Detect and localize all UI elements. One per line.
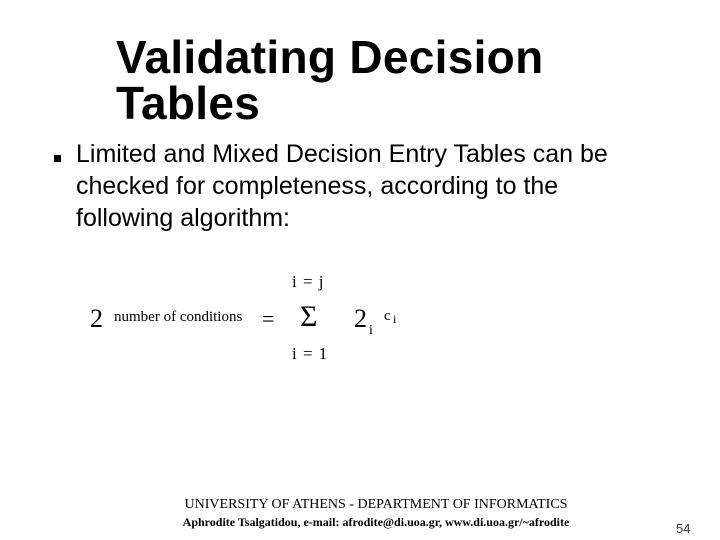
- term-exponent: c: [384, 308, 391, 324]
- footer-author: Aphrodite Tsalgatidou, e-mail: afrodite@di.uoa.gr, www.di.uoa.gr/~afrodite: [182, 515, 570, 529]
- page-number: 54: [676, 521, 691, 536]
- formula-base: 2: [90, 304, 103, 333]
- footer-institution: UNIVERSITY OF ATHENS - DEPARTMENT OF INFORMATICS: [184, 497, 568, 512]
- bullet-marker: [54, 155, 61, 162]
- term-subscript: i: [369, 323, 373, 338]
- formula-equals: =: [262, 306, 275, 331]
- sum-upper-limit: i = j: [292, 272, 325, 291]
- sum-lower-limit: i = 1: [292, 344, 329, 363]
- sigma-symbol: Σ: [300, 300, 318, 333]
- term-base: 2: [354, 304, 367, 333]
- formula-exponent: number of conditions: [114, 309, 243, 325]
- slide-title: Validating Decision Tables: [116, 31, 544, 129]
- bullet-text: Limited and Mixed Decision Entry Tables can be checked for completeness, according to the following algorithm:: [76, 140, 608, 232]
- term-exponent-subscript: i: [393, 312, 397, 326]
